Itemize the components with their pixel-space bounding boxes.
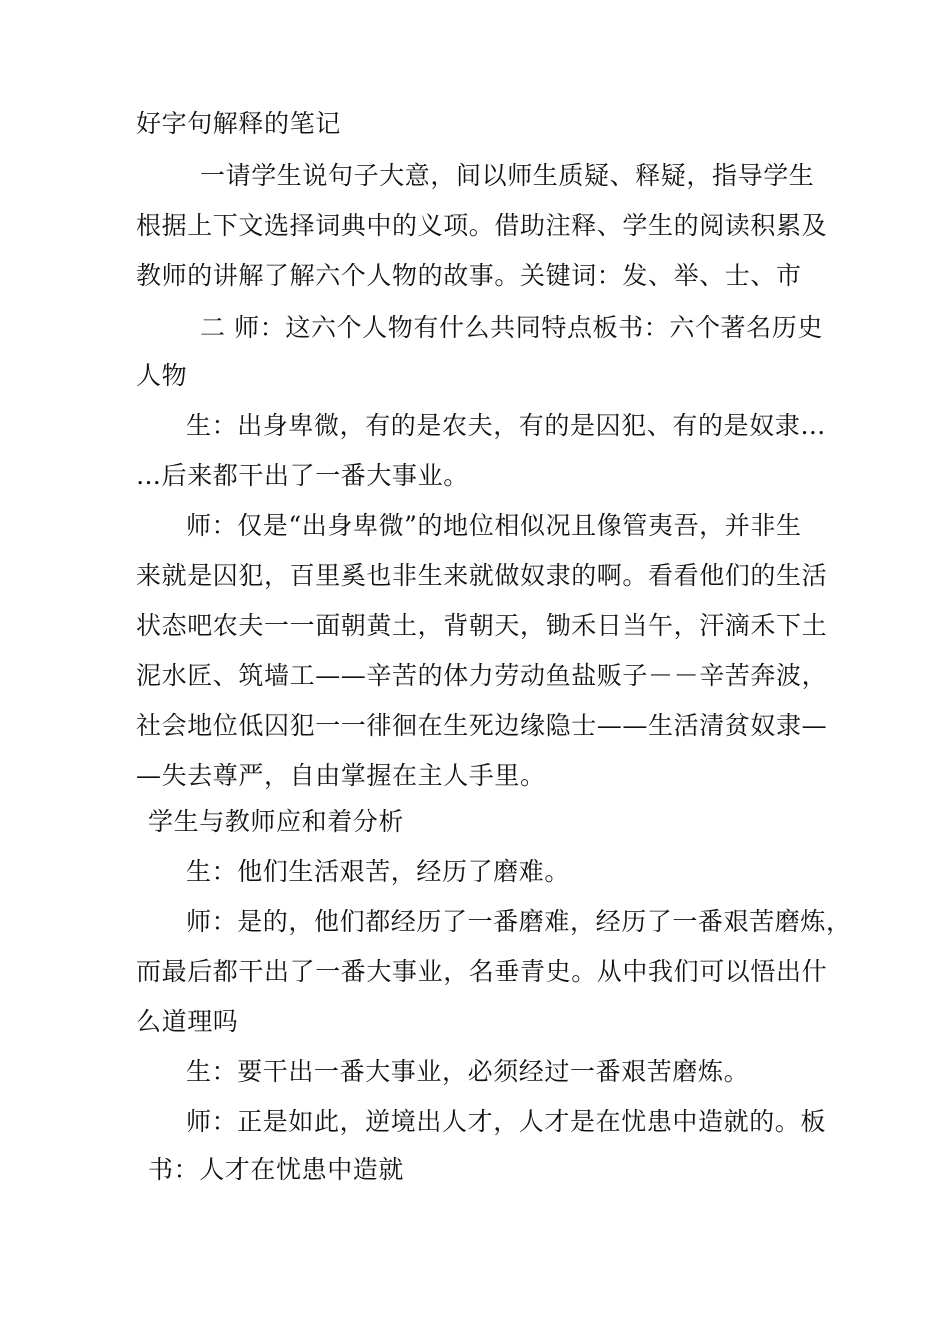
text-line: 好字句解释的笔记 xyxy=(136,109,341,138)
text-line: 书：人才在忧患中造就 xyxy=(148,1155,405,1184)
text-line: 生：他们生活艰苦，经历了磨难。 xyxy=(186,857,571,886)
text-line: 师：正是如此，逆境出人才，人才是在忧患中造就的。板 xyxy=(186,1107,827,1136)
text-line: …后来都干出了一番大事业。 xyxy=(136,461,469,490)
text-line: 一请学生说句子大意，间以师生质疑、释疑，指导学生 xyxy=(200,161,815,190)
text-line: 而最后都干出了一番大事业，名垂青史。从中我们可以悟出什 xyxy=(136,957,828,986)
text-line: 师：仅是“出身卑微”的地位相似况且像管夷吾，并非生 xyxy=(186,511,802,540)
text-line: 泥水匠、筑墙工——辛苦的体力劳动鱼盐贩子－－辛苦奔波， xyxy=(136,661,828,690)
text-line: 生：出身卑微，有的是农夫，有的是囚犯、有的是奴隶… xyxy=(186,411,827,440)
text-line: 根据上下文选择词典中的义项。借助注释、学生的阅读积累及 xyxy=(136,211,828,240)
text-line: 教师的讲解了解六个人物的故事。关键词：发、举、士、市 xyxy=(136,261,802,290)
text-line: 学生与教师应和着分析 xyxy=(148,807,405,836)
text-line: 师：是的，他们都经历了一番磨难，经历了一番艰苦磨炼， xyxy=(186,907,852,936)
text-line: 来就是囚犯，百里奚也非生来就做奴隶的啊。看看他们的生活 xyxy=(136,561,828,590)
text-line: 人物 xyxy=(136,361,188,390)
text-line: 社会地位低囚犯一一徘徊在生死边缘隐士——生活清贫奴隶— xyxy=(136,711,828,740)
text-line: 二 师：这六个人物有什么共同特点板书：六个著名历史 xyxy=(200,313,823,342)
text-line: 生：要干出一番大事业，必须经过一番艰苦磨炼。 xyxy=(186,1057,750,1086)
text-line: —失去尊严，自由掌握在主人手里。 xyxy=(136,761,546,790)
text-line: 么道理吗 xyxy=(136,1007,239,1036)
text-line: 状态吧农夫一一面朝黄土，背朝天，锄禾日当午，汗滴禾下土 xyxy=(136,611,828,640)
